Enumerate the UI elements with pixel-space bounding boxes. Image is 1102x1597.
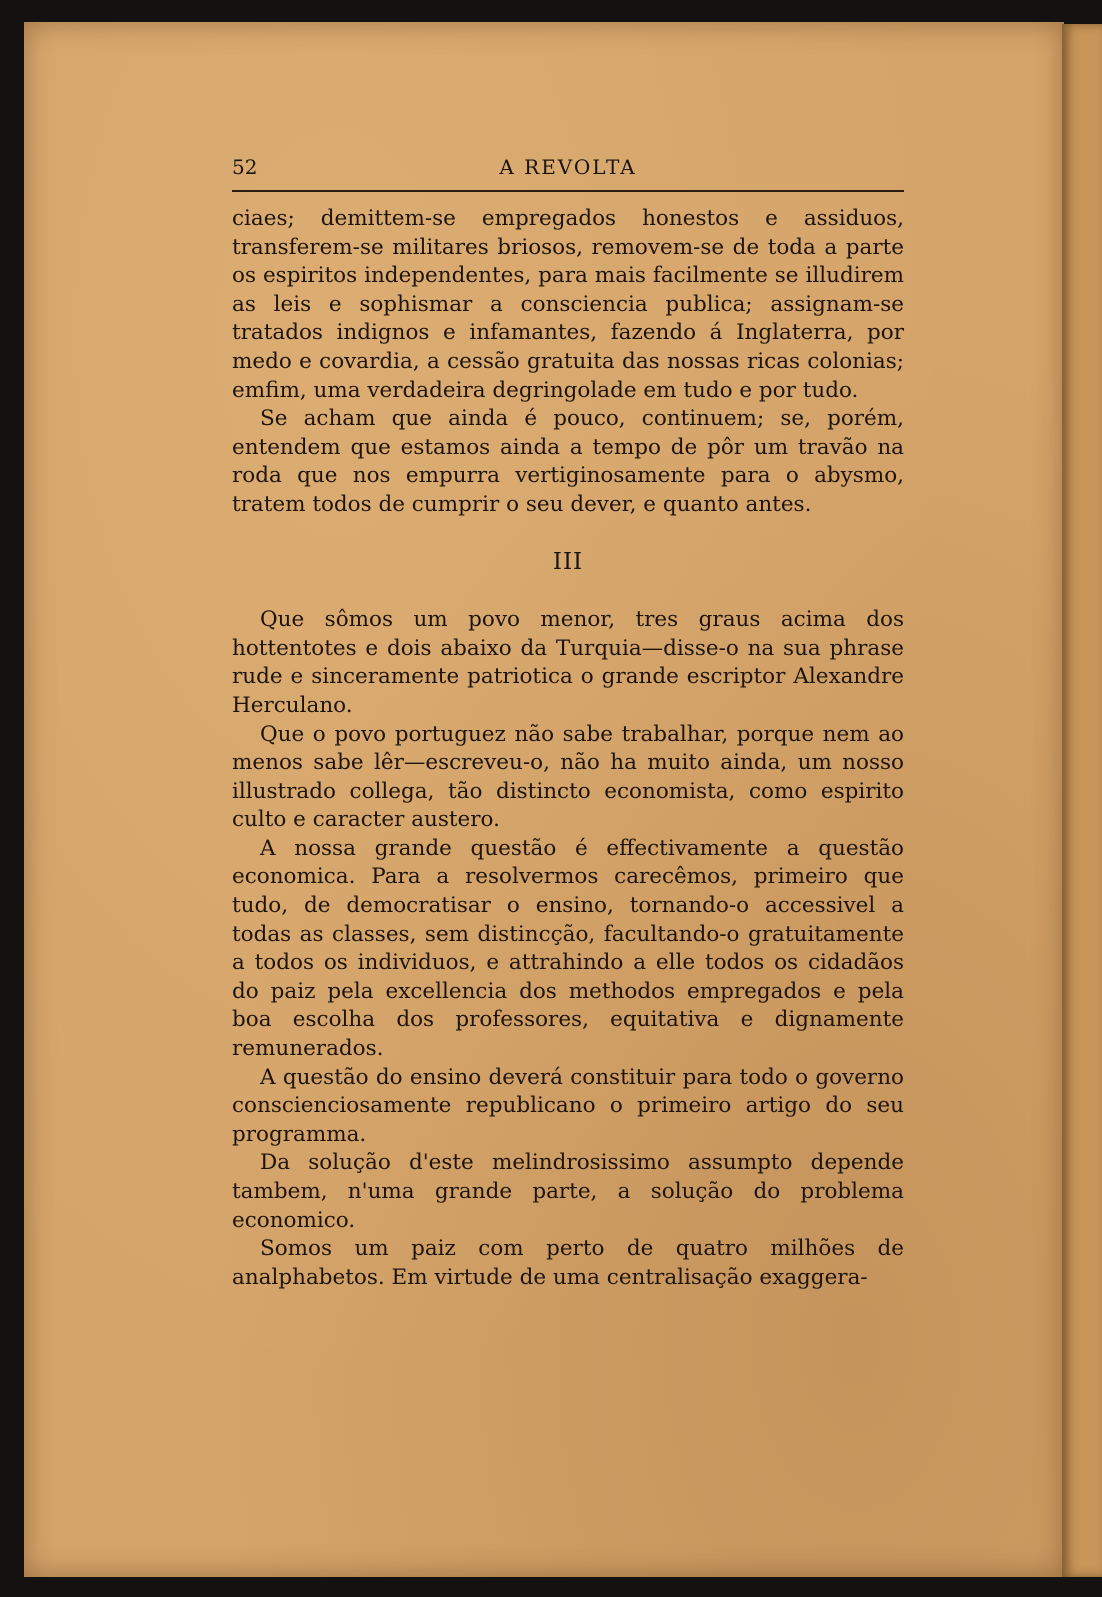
section-heading: III	[552, 548, 584, 575]
paragraph: Que o povo portuguez não sabe trabalhar, porque nem ao menos sabe lêr—escreveu-o, não ha muito ainda, um nosso illustrado collega, tão distincto economista, como espirito culto e caracter austero.	[232, 721, 904, 833]
paragraph: ciaes; demittem-se empregados honestos e assiduos, transferem-se militares briosos, removem-se de toda a parte os espiritos independentes, para mais facilmente se illudirem as leis e sophismar a consciencia publica; assignam-se tratados indignos e infamantes, fazendo á Inglaterra, por medo e covardia, a cessão gratuita das nossas ricas colonias; emfim, uma verdadeira degringolade em tudo e por tudo.	[232, 206, 904, 403]
body-text	[232, 205, 904, 1292]
paragraph: Da solução d'este melindrosissimo assumpto depende tambem, n'uma grande parte, a solução do problema economico.	[232, 1150, 904, 1233]
paragraph: A nossa grande questão é effectivamente a questão economica. Para a resolvermos carecêmos, primeiro que tudo, de democratisar o ensino, tornando-o accessivel a todas as classes, sem distincção, facultando-o gratuitamente a todos os individuos, e attrahindo a elle todos os cidadãos do paiz pela excellencia dos methodos empregados e pela boa escolha dos professores, equitativa e dignamente remunerados.	[232, 835, 904, 1062]
running-title: A REVOLTA	[499, 155, 637, 179]
paragraph: Se acham que ainda é pouco, continuem; se, porém, entendem que estamos ainda a tempo de pôr um travão na roda que nos empurra vertiginosamente para o abysmo, tratem todos de cumprir o seu dever, e quanto antes.	[232, 406, 904, 517]
header-rule	[232, 190, 904, 192]
paragraph: A questão do ensino deverá constituir para todo o governo conscienciosamente republicano o primeiro artigo do seu programma.	[232, 1064, 904, 1147]
paragraph: Somos um paiz com perto de quatro milhões de analphabetos. Em virtude de uma centralisação exaggera-	[232, 1236, 904, 1290]
page-edge	[1062, 24, 1102, 1577]
page-header	[232, 155, 904, 185]
page-number: 52	[232, 155, 258, 179]
paragraph: Que sômos um povo menor, tres graus acima dos hottentotes e dois abaixo da Turquia—disse-o na sua phrase rude e sinceramente patriotica o grande escriptor Alexandre Herculano.	[232, 607, 904, 718]
